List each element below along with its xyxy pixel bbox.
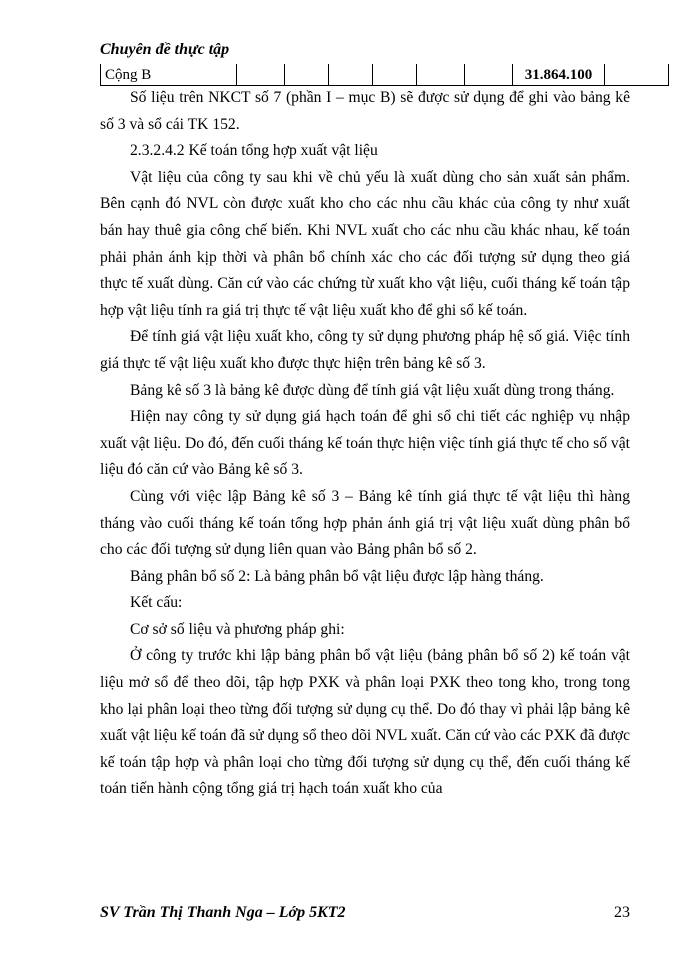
table-cell-label: Cộng B <box>101 64 237 86</box>
summary-table-row <box>100 64 669 86</box>
paragraph: Ở công ty trước khi lập bảng phân bổ vật liệu (bảng phân bổ số 2) kế toán vật liệu mở sổ để theo dõi, tập hợp PXK và phân loại PXK theo tong kho, trong tong kho lại phân loại theo từng đối tượng sử dụng cụ thể. Do đó thay vì phải lập bảng kê xuất vật liệu kế toán đã sử dụng sổ theo dõi NVL xuất. Căn cứ vào các PXK đã được kế toán tập hợp và phân loại cho từng đối tượng sử dụng cụ thể, đến cuối tháng kế toán tiến hành cộng tổng giá trị hạch toán xuất kho của <box>100 647 630 798</box>
page-number: 23 <box>614 904 630 921</box>
table-cell-empty <box>605 64 669 86</box>
paragraph: Bảng phân bổ số 2: Là bảng phân bổ vật liệu được lập hàng tháng. <box>130 567 544 585</box>
footer-author: SV Trần Thị Thanh Nga – Lớp 5KT2 <box>100 904 346 921</box>
table-cell-empty <box>465 64 513 86</box>
document-body <box>100 85 630 803</box>
table-row <box>101 64 669 86</box>
section-heading: 2.3.2.4.2 Kế toán tổng hợp xuất vật liệu <box>130 142 378 160</box>
page-footer <box>100 902 630 924</box>
paragraph: Số liệu trên NKCT số 7 (phần I – mục B) sẽ được sử dụng để ghi vào bảng kê số 3 và sổ cái TK 152. <box>100 89 630 133</box>
document-header-title: Chuyên đề thực tập <box>100 41 230 58</box>
table-cell-empty <box>417 64 465 86</box>
paragraph: Để tính giá vật liệu xuất kho, công ty sử dụng phương pháp hệ số giá. Việc tính giá thực tế vật liệu xuất kho được thực hiện trên bảng kê số 3. <box>100 328 630 372</box>
paragraph: Kết cấu: <box>130 594 183 612</box>
table-cell-empty <box>373 64 417 86</box>
paragraph: Bảng kê số 3 là bảng kê được dùng để tính giá vật liệu xuất dùng trong tháng. <box>130 381 615 399</box>
table-cell-total: 31.864.100 <box>513 64 605 86</box>
paragraph: Cơ sở số liệu và phương pháp ghi: <box>130 620 345 638</box>
paragraph: Hiện nay công ty sử dụng giá hạch toán để ghi sổ chi tiết các nghiệp vụ nhập xuất vật liệu. Do đó, đến cuối tháng kế toán thực hiện việc tính giá thực tế cho số vật liệu đó căn cứ vào Bảng kê số 3. <box>100 408 630 479</box>
table-cell-empty <box>237 64 285 86</box>
table-cell-empty <box>329 64 373 86</box>
paragraph: Cùng với việc lập Bảng kê số 3 – Bảng kê tính giá thực tế vật liệu thì hàng tháng vào cuối tháng kế toán tổng hợp phản ánh giá trị vật liệu xuất dùng phân bổ cho các đối tượng sử dụng liên quan vào Bảng phân bổ số 2. <box>100 487 630 559</box>
paragraph: Vật liệu của công ty sau khi về chủ yếu là xuất dùng cho sản xuất sản phẩm. Bên cạnh đó NVL còn được xuất kho cho các nhu cầu khác của công ty như xuất bán hay thuê gia công chế biến. Khi NVL xuất cho các nhu cầu khác nhau, kế toán phải phản ánh kịp thời và phân bổ chính xác cho các đối tượng sử dụng theo giá thực tế xuất dùng. Căn cứ vào các chứng từ xuất kho vật liệu, cuối tháng kế toán tập hợp vật liệu tính ra giá trị thực tế vật liệu xuất kho để ghi sổ kế toán. <box>100 168 630 319</box>
table-cell-empty <box>285 64 329 86</box>
